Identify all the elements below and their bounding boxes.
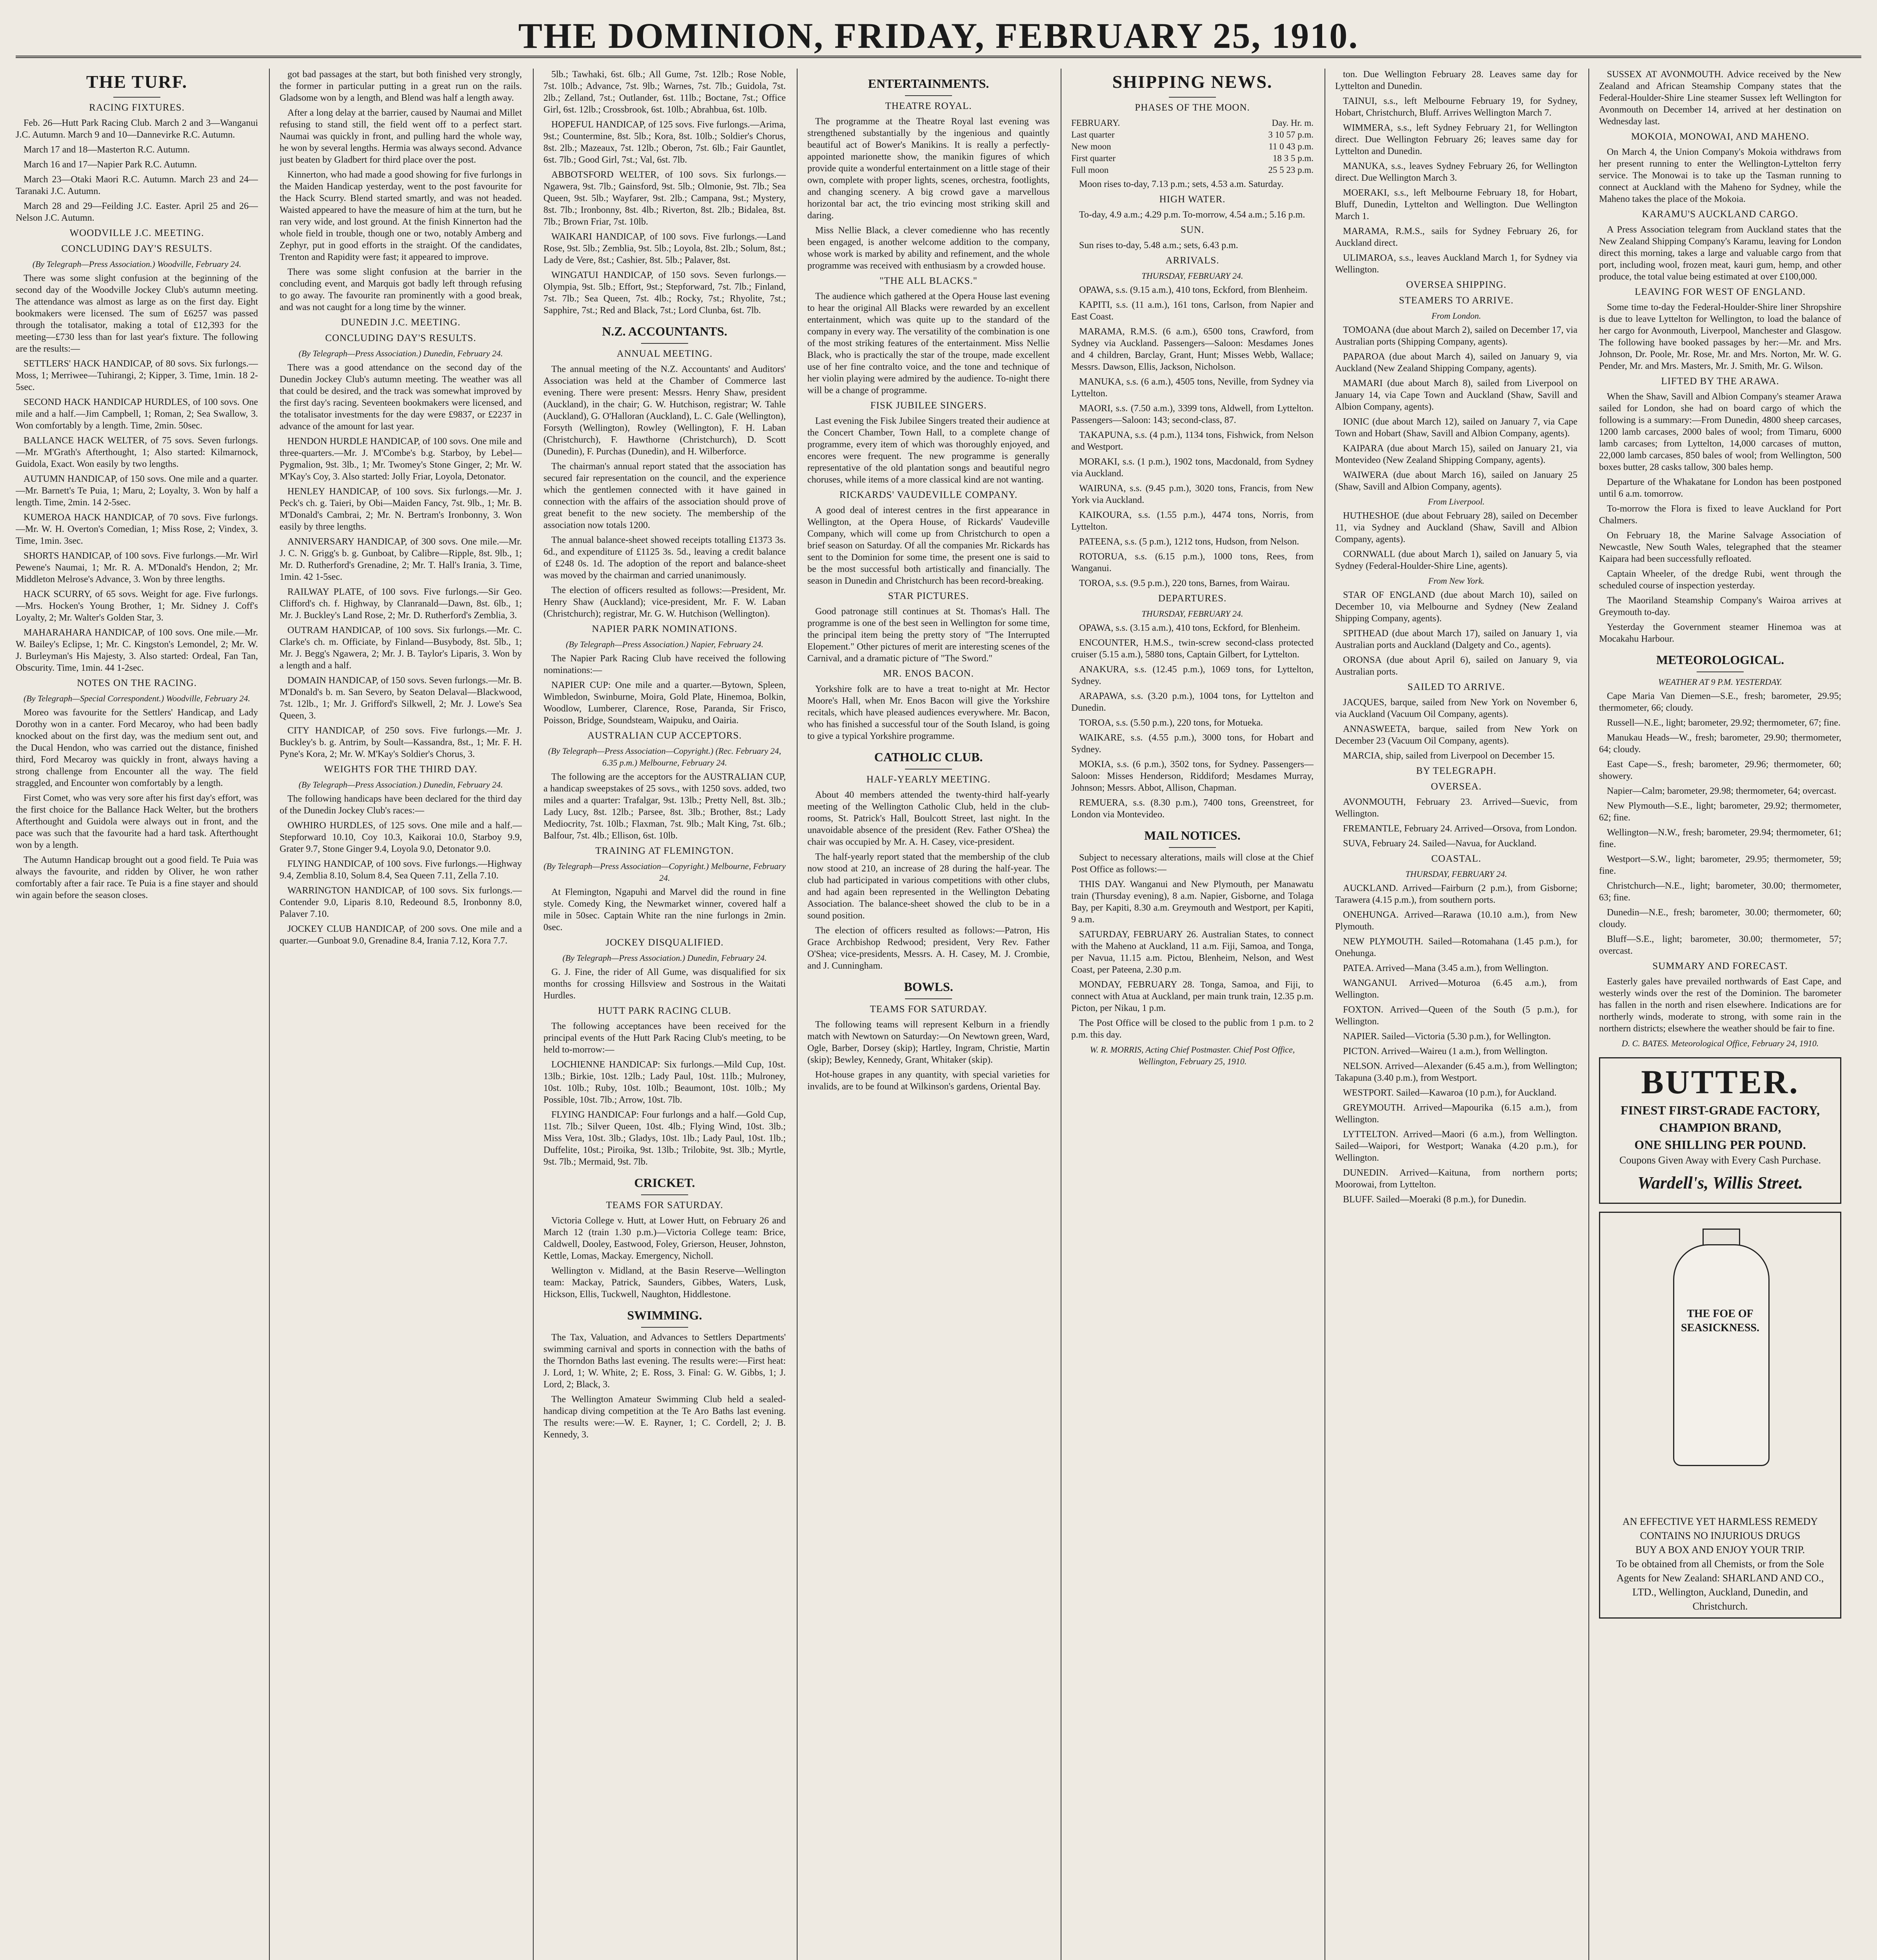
section-heading: CONCLUDING DAY'S RESULTS.	[325, 333, 476, 343]
section-heading: PHASES OF THE MOON.	[1135, 102, 1250, 113]
article-paragraph: THIS DAY. Wanganui and New Plymouth, per Manawatu train (Thursday evening), 8 a.m. Napier, Gisborne, and Tolaga Bay, per Kapiti, 8.30 a.m. Greymouth and Westport, per Kapiti, 9 a.m.	[1071, 879, 1314, 925]
article-paragraph: East Cape—S., fresh; barometer, 29.96; thermometer, 60; showery.	[1599, 759, 1841, 781]
moon-phase-time: 11 0 43 p.m.	[1268, 142, 1314, 151]
section-heading: DUNEDIN J.C. MEETING.	[341, 317, 461, 328]
moon-phase-label: Last quarter	[1071, 130, 1115, 140]
article-paragraph: MOERAKI, s.s., left Melbourne February 18, for Hobart, Bluff, Dunedin, Lyttelton and Wellington. Due Wellington March 1.	[1335, 188, 1577, 221]
article-paragraph: New Plymouth—S.E., light; barometer, 29.92; thermometer, 62; fine.	[1599, 801, 1841, 823]
article-paragraph: FREMANTLE, February 24. Arrived—Orsova, from London.	[1343, 824, 1577, 834]
section-heading: TEAMS FOR SATURDAY.	[870, 1004, 987, 1014]
article-paragraph: Sun rises to-day, 5.48 a.m.; sets, 6.43 p.m.	[1079, 240, 1238, 250]
article-paragraph: REMUERA, s.s. (8.30 p.m.), 7400 tons, Greenstreet, for London via Montevideo.	[1071, 798, 1314, 820]
butter-advertisement	[1599, 1057, 1841, 1204]
moon-phase-row	[1071, 164, 1314, 176]
article-paragraph: MORAKI, s.s. (1 p.m.), 1902 tons, Macdonald, from Sydney via Auckland.	[1071, 457, 1314, 479]
section-heading: ANNUAL MEETING.	[616, 348, 713, 359]
article-paragraph: KAPITI, s.s. (11 a.m.), 161 tons, Carlson, from Napier and East Coast.	[1071, 300, 1314, 322]
section-heading: SUMMARY AND FORECAST.	[1652, 961, 1788, 971]
moon-phase-time: 18 3 5 p.m.	[1272, 153, 1314, 163]
section-heading: LIFTED BY THE ARAWA.	[1661, 376, 1779, 387]
article-paragraph: Moon rises to-day, 7.13 p.m.; sets, 4.53 a.m. Saturday.	[1079, 179, 1284, 189]
article-paragraph: The chairman's annual report stated that the association has secured fair representation on the council, and the experience which the gentlemen connected with it have gained in connection with the affairs of the association should prove of great benefit to the new society. The membership of the association now totals 1200.	[543, 461, 786, 530]
column-rule	[533, 69, 534, 1960]
article-paragraph: PATEA. Arrived—Mana (3.45 a.m.), from Wellington.	[1343, 963, 1549, 973]
article-paragraph: Kinnerton, who had made a good showing for five furlongs in the Maiden Handicap yesterday, went to the post favourite for the Hack Scurry. Blend started smartly, and was not headed. Waisted appeared to have the measure of him at the turn, but he ran very wide, and lost ground. At the finish Kinnerton had the whole field in trouble, though one or two, notably Amberg and Zephyr, put in good efforts in the straight. Of the candidates, Trenton and Rapidity were fast; it appeared to improve.	[280, 170, 522, 262]
article-paragraph: OPAWA, s.s. (9.15 a.m.), 410 tons, Eckford, from Blenheim.	[1079, 285, 1308, 295]
article-paragraph: WARRINGTON HANDICAP, of 100 sovs. Six furlongs.—Contender 9.0, Liparis 8.10, Redeound 8.5, Ironbonny 8.0, Palaver 7.10.	[280, 886, 522, 919]
article-paragraph: ARAPAWA, s.s. (3.20 p.m.), 1004 tons, for Lyttelton and Dunedin.	[1071, 691, 1314, 713]
moon-phase-time: 3 10 57 p.m.	[1268, 130, 1314, 140]
article-paragraph: NEW PLYMOUTH. Sailed—Rotomahana (1.45 p.m.), for Onehunga.	[1335, 936, 1577, 958]
article-paragraph: SUSSEX AT AVONMOUTH. Advice received by the New Zealand and African Steamship Company states that the Federal-Houlder-Shire Line steamer Sussex left Wellington for Avonmouth on December 14, arrived at her destination on Wednesday last.	[1599, 69, 1841, 127]
dateline: (By Telegraph—Press Association—Copyright.) (Rec. February 24, 6.35 p.m.) Melbourne, February 24.	[548, 746, 781, 768]
article-paragraph: Some time to-day the Federal-Houlder-Shire liner Shropshire is due to leave Lyttelton for Wellington, to load the balance of her cargo for Avonmouth, Liverpool, Manchester and Glasgow. The following have booked passages by her:—Mr. and Mrs. Johnson, Dr. Poole, Mr. Rose, Mr. and Mrs. Norton, Mr. W. G. Pender, Mr. and Mrs. Masters, Mr. J. Smith, Mr. G. Wilson.	[1599, 302, 1841, 371]
article-paragraph: ANNASWEETA, barque, sailed from New York on December 23 (Vacuum Oil Company, agents).	[1335, 724, 1577, 746]
bottle-label: THE FOE OF SEASICKNESS.	[1681, 1308, 1759, 1334]
article-paragraph: Moreo was favourite for the Settlers' Handicap, and Lady Dorothy won in a canter. Ford Mecaroy, who had been badly knocked about on the first day, was the medium sent out, and the Ducal Hendon, who was carried out the distance, finished third, Ford Mecaroy was quickly in front, always having a strong challenge from Encounter all the way. The field straggled, and Encounter won comfortably by a length.	[16, 708, 258, 788]
section-heading: NOTES ON THE RACING.	[77, 678, 197, 688]
dateline: (By Telegraph—Press Association.) Dunedin, February 24.	[562, 953, 767, 963]
article-paragraph: First Comet, who was very sore after his first day's effort, was the first choice for the Ballance Hack Welter, but the brothers Afterthought and Guidola were always out in front, and the pace was such that the favourite had a hard task. Afterthought won by a length.	[16, 793, 258, 850]
article-paragraph: Russell—N.E., light; barometer, 29.92; thermometer, 67; fine.	[1607, 718, 1841, 728]
advert-store-name: Wardell's, Willis Street.	[1637, 1173, 1803, 1192]
article-paragraph: Napier—Calm; barometer, 29.98; thermometer, 64; overcast.	[1607, 786, 1837, 796]
section-heading: OVERSEA.	[1431, 781, 1482, 792]
article-paragraph: DUNEDIN. Arrived—Kaituna, from northern ports; Moorowai, from Lyttelton.	[1335, 1168, 1577, 1190]
article-paragraph: ENCOUNTER, H.M.S., twin-screw second-class protected cruiser (5.15 a.m.), 5880 tons, Captain Gilbert, for Lyttelton.	[1071, 638, 1314, 660]
article-paragraph: BALLANCE HACK WELTER, of 75 sovs. Seven furlongs.—Mr. M'Grath's Afterthought, 1; Also started: Kilmarnock, Guidola, Exact. Won easily by two lengths.	[16, 436, 258, 469]
column-6	[1335, 69, 1577, 1960]
article-paragraph: MAORI, s.s. (7.50 a.m.), 3399 tons, Aldwell, from Lyttelton. Passengers—Saloon: 143; second-class, 87.	[1071, 403, 1314, 425]
article-paragraph: Manukau Heads—W., fresh; barometer, 29.90; thermometer, 64; cloudy.	[1599, 733, 1841, 755]
heading-rule	[1169, 847, 1216, 848]
column-rule	[1588, 69, 1589, 1960]
section-heading: SHIPPING NEWS.	[1112, 72, 1273, 92]
article-paragraph: The following are the acceptors for the AUSTRALIAN CUP, a handicap sweepstakes of 25 sovs., with 1250 sovs. added, two miles and a quarter: Trafalgar, 9st. 13lb.; Pretty Nell, 8st. 3lb.; Lady Lucy, 8st. 12lb.; Parsee, 8st. 3lb.; Brother, 8st.; Lady Mediocrity, 7st. 10lb.; Flaxman, 7st. 9lb.; Malt King, 7st. 6lb.; Balfour, 7st. 4lb.; Ellison, 6st. 10lb.	[543, 772, 786, 841]
article-paragraph: The annual balance-sheet showed receipts totalling £1373 3s. 6d., and expenditure of £1125 3s. 5d., leaving a credit balance of £248 0s. 1d. The adoption of the report and balance-sheet was moved by the chairman and carried unanimously.	[543, 535, 786, 581]
article-paragraph: On March 4, the Union Company's Mokoia withdraws from her present running to enter the Wellington-Lyttelton ferry service. The Monowai is to take up the Tasman running to connect at Auckland with the Maheno for Sydney, while the Maheno takes the place of the Mokoia.	[1599, 147, 1841, 204]
article-paragraph: AUCKLAND. Arrived—Fairburn (2 p.m.), from Gisborne; Tarawera (4.15 p.m.), from southern ports.	[1335, 883, 1577, 905]
section-heading: HUTT PARK RACING CLUB.	[598, 1005, 732, 1016]
advert-line: FINEST FIRST-GRADE FACTORY,	[1621, 1103, 1820, 1117]
article-paragraph: AUTUMN HANDICAP, of 150 sovs. One mile and a quarter.—Mr. Barnett's Te Puia, 1; Maru, 2; Loyalty, 3. Won by half a length. Time, 2min. 14 2-5sec.	[16, 474, 258, 508]
article-paragraph: RAILWAY PLATE, of 100 sovs. Five furlongs.—Sir Geo. Clifford's ch. f. Highway, by Clanranald—Dawn, 8st. 6lb., 1; Mr. J. Buckley's Land Rose, 2; Mr. D. Rutherford's Zemblia, 3.	[280, 587, 522, 621]
moon-phase-row	[1071, 152, 1314, 164]
article-paragraph: MONDAY, FEBRUARY 28. Tonga, Samoa, and Fiji, to connect with Atua at Auckland, per main trunk train, 12.35 p.m. Picton, per Nikau, 1 p.m.	[1071, 980, 1314, 1013]
section-heading: TEAMS FOR SATURDAY.	[606, 1200, 723, 1210]
article-paragraph: KUMEROA HACK HANDICAP, of 70 sovs. Five furlongs.—Mr. W. H. Overton's Comedian, 1; Miss Rose, 2; Vindex, 3. Time, 1min. 3sec.	[16, 512, 258, 546]
advert-line: ONE SHILLING PER POUND.	[1634, 1138, 1806, 1152]
article-paragraph: JACQUES, barque, sailed from New York on November 6, via Auckland (Vacuum Oil Company, agents).	[1335, 697, 1577, 719]
article-paragraph: Feb. 26—Hutt Park Racing Club. March 2 and 3—Wanganui J.C. Autumn. March 9 and 10—Dannevirke R.C. Autumn.	[16, 118, 258, 140]
article-paragraph: March 17 and 18—Masterton R.C. Autumn.	[24, 145, 190, 155]
section-heading: CONCLUDING DAY'S RESULTS.	[61, 243, 213, 254]
article-paragraph: The Wellington Amateur Swimming Club held a sealed-handicap diving competition at the Te Aro Baths last evening. The results were:—W. E. Rayner, 1; C. Cordell, 2; J. B. Kennedy, 3.	[543, 1394, 786, 1440]
dateline: THURSDAY, FEBRUARY 24.	[1141, 271, 1243, 281]
article-paragraph: AVONMOUTH, February 23. Arrived—Suevic, from Wellington.	[1335, 797, 1577, 819]
article-paragraph: BLUFF. Sailed—Moeraki (8 p.m.), for Dunedin.	[1343, 1194, 1526, 1205]
article-paragraph: After a long delay at the barrier, caused by Naumai and Millet refusing to stand still, the field went off to a perfect start. Naumai was quickly in front, and pulling hard the whole way, he won by several lengths. Hermia was always second. Advance just beaten by Gladbert for third place over the post.	[280, 108, 522, 165]
article-paragraph: FOXTON. Arrived—Queen of the South (5 p.m.), for Wellington.	[1335, 1005, 1577, 1027]
article-paragraph: WINGATUI HANDICAP, of 150 sovs. Seven furlongs.—Olympia, 9st. 5lb.; Effort, 9st.; Stepforward, 7st. 7lb.; Finland, 7st. 7lb.; Sea Queen, 7st. 4lb.; Rocky, 7st.; Rhyolite, 7st.; Sapphire, 7st.; Red and Black, 7st.; Lord Clunba, 6st. 7lb.	[543, 270, 786, 316]
section-heading: NAPIER PARK NOMINATIONS.	[592, 624, 738, 634]
article-paragraph: MAHARAHARA HANDICAP, of 100 sovs. One mile.—Mr. W. Bailey's Eclipse, 1; Mr. C. Kingston's Lemondel, 2; Mr. W. J. Burleyman's His Majesty, 3. Also started: Ordeal, Fan Tan, Obscurity. Time, 1min. 44 1-2sec.	[16, 628, 258, 673]
article-paragraph: On February 18, the Marine Salvage Association of Newcastle, New South Wales, telegraphed that the steamer Kaipara had been successfully refloated.	[1599, 530, 1841, 564]
section-heading: RICKARDS' VAUDEVILLE COMPANY.	[839, 490, 1018, 500]
dateline: From New York.	[1428, 576, 1485, 586]
article-paragraph: March 28 and 29—Feilding J.C. Easter. April 25 and 26—Nelson J.C. Autumn.	[16, 201, 258, 223]
article-paragraph: OWHIRO HURDLES, of 125 sovs. One mile and a half.—Stepforward 10.10, Coy 10.3, Kaikorai 10.0, Starboy 9.9, Grater 9.7, Stone Ginger 9.4, Loyola 9.0, Detonator 9.0.	[280, 820, 522, 854]
masthead	[16, 7, 1861, 58]
article-paragraph: G. J. Fine, the rider of All Gume, was disqualified for six months for crossing Hillsview and Sostrous in the Waitati Hurdles.	[543, 967, 786, 1001]
article-paragraph: 5lb.; Tawhaki, 6st. 6lb.; All Gume, 7st. 12lb.; Rose Noble, 7st. 10lb.; Advance, 7st. 9lb.; Warnes, 7st. 7lb.; Guidola, 7st. 2lb.; Zelland, 7st.; Outlander, 6st. 11lb.; Boctane, 7st.; Office Girl, 6st. 12lb.; Crossbrook, 6st. 10lb.; Abrahbua, 6st. 10lb.	[543, 69, 786, 115]
dateline: THURSDAY, FEBRUARY 24.	[1405, 869, 1507, 879]
column-5	[1071, 69, 1314, 1960]
article-paragraph: FLYING HANDICAP: Four furlongs and a half.—Gold Cup, 11st. 7lb.; Silver Queen, 10st. 4lb.; Flying Wind, 10st. 3lb.; Miss Vera, 10st. 3lb.; Gladys, 10st. 1lb.; Lady Paul, 10st. 1lb.; Duffelite, 10st.; Piroika, 9st. 13lb.; Trilobite, 9st. 3lb.; Myrtle, 9st. 7lb.; Mermaid, 9st. 7lb.	[543, 1110, 786, 1167]
section-heading: THEATRE ROYAL.	[885, 101, 972, 111]
dateline: (By Telegraph—Press Association.) Napier, February 24.	[566, 639, 763, 649]
article-paragraph: ROTORUA, s.s. (6.15 p.m.), 1000 tons, Rees, from Wanganui.	[1071, 552, 1314, 573]
article-paragraph: IONIC (due about March 12), sailed on January 7, via Cape Town and Hobart (Shaw, Savill and Albion Company, agents).	[1335, 417, 1577, 439]
heading-rule	[641, 1327, 688, 1328]
moon-phase-label: Full moon	[1071, 165, 1109, 175]
section-heading: DEPARTURES.	[1158, 593, 1227, 604]
article-paragraph: SPITHEAD (due about March 17), sailed on January 1, via Australian ports and Auckland (Dalgety and Co., agents).	[1335, 628, 1577, 650]
article-paragraph: SATURDAY, FEBRUARY 26. Australian States, to connect with the Maheno at Auckland, 11 a.m. Fiji, Samoa, and Tonga, per Navua, 11.15 a.m. Pictou, Blenheim, Nelson, and West Coast, per Pateena, 2.30 p.m.	[1071, 929, 1314, 975]
article-paragraph: STAR OF ENGLAND (due about March 10), sailed on December 10, via Melbourne and Sydney (New Zealand Shipping Company, agents).	[1335, 590, 1577, 624]
article-paragraph: PICTON. Arrived—Waireu (1 a.m.), from Wellington.	[1343, 1046, 1548, 1056]
article-paragraph: KAIPARA (due about March 15), sailed on January 21, via Montevideo (New Zealand Shipping Company, agents).	[1335, 443, 1577, 465]
dateline: D. C. BATES. Meteorological Office, February 24, 1910.	[1621, 1038, 1819, 1048]
article-paragraph: WESTPORT. Sailed—Kawaroa (10 p.m.), for Auckland.	[1343, 1088, 1557, 1098]
section-heading: N.Z. ACCOUNTANTS.	[602, 324, 727, 338]
section-heading: AUSTRALIAN CUP ACCEPTORS.	[587, 730, 742, 741]
article-paragraph: ULIMAROA, s.s., leaves Auckland March 1, for Sydney via Wellington.	[1335, 253, 1577, 275]
section-heading: FISK JUBILEE SINGERS.	[870, 400, 987, 411]
bottle-body-shape	[1673, 1244, 1770, 1466]
article-paragraph: TOROA, s.s. (9.5 p.m.), 220 tons, Barnes, from Wairau.	[1079, 578, 1290, 588]
article-paragraph: WAIKARE, s.s. (4.55 p.m.), 3000 tons, for Hobart and Sydney.	[1071, 733, 1314, 755]
section-heading: KARAMU'S AUCKLAND CARGO.	[1642, 209, 1799, 220]
dateline: (By Telegraph—Press Association.) Dunedin, February 24.	[298, 348, 503, 358]
article-paragraph: Yesterday the Government steamer Hinemoa was at Mocakahu Harbour.	[1599, 622, 1841, 644]
article-paragraph: TAINUI, s.s., left Melbourne February 19, for Sydney, Hobart, Christchurch, Bluff. Arrives Wellington March 7.	[1335, 96, 1577, 118]
section-heading: "THE ALL BLACKS."	[879, 276, 978, 286]
article-paragraph: Departure of the Whakatane for London has been postponed until 6 a.m. tomorrow.	[1599, 477, 1841, 499]
article-paragraph: The programme at the Theatre Royal last evening was strengthened substantially by the ingenious and quaintly beautiful act of Bower's Manikins. It is really a perfectly-appointed marionette show, the manikin figures of which provide quite a wonderful entertainment on a little stage of their own, complete with proper lights, scenes, orchestra, footlights, and changing scenery. A big crowd gave a marvellous horizontal bar act, the trio evincing most striking skill and daring.	[807, 116, 1050, 221]
moon-phase-label: New moon	[1071, 142, 1111, 151]
dateline: THURSDAY, FEBRUARY 24.	[1141, 609, 1243, 619]
article-paragraph: JOCKEY CLUB HANDICAP, of 200 sovs. One mile and a quarter.—Gunboat 9.0, Grenadine 8.4, Irania 7.12, Kora 7.7.	[280, 924, 522, 946]
article-paragraph: got bad passages at the start, but both finished very strongly, the former in particular putting in a great run on the rails. Gladsome won by a length, and Blend was half a length away.	[280, 69, 522, 103]
article-paragraph: MANUKA, s.s., leaves Sydney February 26, for Wellington direct. Due Wellington March 3.	[1335, 161, 1577, 183]
article-paragraph: WAIWERA (due about March 16), sailed on January 25 (Shaw, Savill and Albion Company, agents).	[1335, 470, 1577, 492]
section-heading: OVERSEA SHIPPING.	[1406, 279, 1506, 290]
moon-phase-label: First quarter	[1071, 153, 1116, 163]
article-paragraph: MANUKA, s.s. (6 a.m.), 4505 tons, Neville, from Sydney via Lyttelton.	[1071, 377, 1314, 399]
section-heading: WEIGHTS FOR THE THIRD DAY.	[324, 764, 478, 775]
section-heading: THE TURF.	[86, 72, 188, 92]
moon-phase-row	[1071, 129, 1314, 141]
article-paragraph: MAMARI (due about March 8), sailed from Liverpool on January 14, via Cape Town and Auckland (Shaw, Savill and Albion Company, agents).	[1335, 378, 1577, 412]
column-3	[543, 69, 786, 1960]
article-paragraph: GREYMOUTH. Arrived—Mapourika (6.15 a.m.), from Wellington.	[1335, 1103, 1577, 1125]
dateline: WEATHER AT 9 P.M. YESTERDAY.	[1658, 677, 1782, 687]
article-paragraph: Christchurch—N.E., light; barometer, 30.00; thermometer, 63; fine.	[1599, 881, 1841, 903]
section-heading: SWIMMING.	[627, 1308, 702, 1322]
section-heading: ENTERTAINMENTS.	[868, 76, 989, 91]
article-paragraph: SUVA, February 24. Sailed—Navua, for Auckland.	[1343, 838, 1537, 849]
article-paragraph: FLYING HANDICAP, of 100 sovs. Five furlongs.—Highway 9.4, Zemblia 8.10, Solum 8.4, Sea Queen 7.11, Zella 7.10.	[280, 859, 522, 881]
article-paragraph: Subject to necessary alterations, mails will close at the Chief Post Office as follows:—	[1071, 853, 1314, 875]
article-paragraph: The Maoriland Steamship Company's Wairoa arrives at Greymouth to-day.	[1599, 595, 1841, 617]
heading-rule	[641, 1194, 688, 1195]
advert-line: BUY A BOX AND ENJOY YOUR TRIP.	[1635, 1544, 1805, 1555]
article-paragraph: The following acceptances have been received for the principal events of the Hutt Park Racing Club's meeting, to be held to-morrow:—	[543, 1021, 786, 1055]
remedy-bottle-illustration	[1618, 1229, 1822, 1511]
article-paragraph: Hot-house grapes in any quantity, with special varieties for invalids, are to be found at Wilkinson's gardens, Oriental Bay.	[807, 1070, 1050, 1092]
dateline: (By Telegraph—Press Association.) Woodville, February 24.	[32, 259, 242, 269]
article-paragraph: Cape Maria Van Diemen—S.E., fresh; barometer, 29.95; thermometer, 66; cloudy.	[1599, 691, 1841, 713]
article-paragraph: Wellington—N.W., fresh; barometer, 29.94; thermometer, 61; fine.	[1599, 828, 1841, 849]
article-paragraph: SETTLERS' HACK HANDICAP, of 80 sovs. Six furlongs.—Moss, 1; Merriwee—Tuhirangi, 2; Kipper, 3. Time, 1min. 18 2-5sec.	[16, 359, 258, 392]
article-paragraph: ABBOTSFORD WELTER, of 100 sovs. Six furlongs.—Ngawera, 9st. 7lb.; Gainsford, 9st. 5lb.; Olmonie, 9st. 7lb.; Sea Queen, 9st. 5lb.; Wayfarer, 9st. 2lb.; Campana, 9st.; Mystery, 8st. 7lb.; Ironbonny, 8st. 4lb.; Riverton, 8st. 2lb.; Bidalea, 8st. 7lb.; Brown Friar, 7st. 10lb.	[543, 170, 786, 227]
article-paragraph: The election of officers resulted as follows:—Patron, His Grace Archbishop Redwood; president, Very Rev. Father O'Shea; vice-presidents, Messrs. A. H. Casey, M. J. Crombie, and J. Cunningham.	[807, 926, 1050, 971]
article-paragraph: WANGANUI. Arrived—Moturoa (6.45 a.m.), from Wellington.	[1335, 978, 1577, 1000]
article-paragraph: HUTHESHOE (due about February 28), sailed on December 11, via Sydney and Auckland (Shaw, Savill and Albion Company, agents).	[1335, 511, 1577, 544]
article-paragraph: The annual meeting of the N.Z. Accountants' and Auditors' Association was held at the Chamber of Commerce last evening. There were present: Messrs. Henry Shaw, president (Auckland), in the chair; G. W. Hutchison, registrar; W. Tahle (Auckland), G. O'Halloran (Auckland), L. C. Gale (Wellington), Forsyth (Wellington), Rowley (Wellington), F. H. Laban (Christchurch), F. Hawthorne (Christchurch), D. Scott (Dunedin), F. Purchas (Dunedin), and H. Wilberforce.	[543, 364, 786, 457]
article-paragraph: The Napier Park Racing Club have received the following nominations:—	[543, 653, 786, 675]
article-paragraph: Good patronage still continues at St. Thomas's Hall. The programme is one of the best seen in Wellington for some time, the principal item being the pretty story of "The Interrupted Elopement." Other pictures of merit are interesting scenes of the Carnival, and a dramatic picture of "The Sword."	[807, 606, 1050, 664]
dateline: (By Telegraph—Press Association—Copyright.) Melbourne, February 24.	[543, 861, 786, 883]
article-paragraph: Easterly gales have prevailed northwards of East Cape, and westerly winds over the rest of the Dominion. The barometer has fallen in the north and risen elsewhere. Indications are for northerly winds, moderate to strong, with some rain in the northern districts; elsewhere the weather should be fair to fine.	[1599, 976, 1841, 1034]
article-paragraph: The following handicaps have been declared for the third day of the Dunedin Jockey Club's races:—	[280, 794, 522, 816]
article-paragraph: There was a good attendance on the second day of the Dunedin Jockey Club's autumn meeting. The weather was all that could be desired, and the track was somewhat improved by the first day's racing. Seventeen bookmakers were licensed, and the totalisator investments for the day were £9837, or £2237 in advance of the amount for last year.	[280, 363, 522, 432]
article-paragraph: SECOND HACK HANDICAP HURDLES, of 100 sovs. One mile and a half.—Jim Campbell, 1; Roman, 2; Sea Swallow, 3. Won comfortably by a length. Time, 2min. 50sec.	[16, 397, 258, 431]
article-paragraph: The Autumn Handicap brought out a good field. Te Puia was always the favourite, and ridden by Oliver, he won rather comfortably after a fair race. Te Puia is a fine stayer and should win again before the season closes.	[16, 855, 258, 900]
masthead-title: THE DOMINION, FRIDAY, FEBRUARY 25, 1910.	[518, 16, 1359, 56]
article-paragraph: TAKAPUNA, s.s. (4 p.m.), 1134 tons, Fishwick, from Nelson and Westport.	[1071, 430, 1314, 452]
seasickness-advertisement	[1599, 1212, 1841, 1619]
article-paragraph: About 40 members attended the twenty-third half-yearly meeting of the Wellington Catholic Club, held in the club-rooms, St. Patrick's Hall, Boulcott Street, last night. In the unavoidable absence of the president (Rev. Father O'Shea) the chair was occupied by Mr. A. H. Casey, vice-president.	[807, 790, 1050, 847]
article-paragraph: TOMOANA (due about March 2), sailed on December 17, via Australian ports (Shipping Company, agents).	[1335, 325, 1577, 347]
section-heading: CRICKET.	[634, 1176, 695, 1190]
article-paragraph: A good deal of interest centres in the first appearance in Wellington, at the Opera House, of Rickards' Vaudeville Company, which will come up from Christchurch to open a brief season on Saturday. Of all the companies Mr. Rickards has sent to the Dominion for some time, the present one is said to be the most successful both artistically and financially. The season in Dunedin and Christchurch has been record-breaking.	[807, 505, 1050, 586]
column-7	[1599, 69, 1841, 1960]
article-paragraph: Last evening the Fisk Jubilee Singers treated their audience at the Concert Chamber, Town Hall, to a complete change of programme, every item of which was thoroughly enjoyed, and encores were frequent. The new programme is generally representative of the old plantation songs and beautiful negro choruses, while items of a more classical kind are not wanting.	[807, 416, 1050, 485]
dateline: From Liverpool.	[1428, 497, 1485, 506]
article-paragraph: HOPEFUL HANDICAP, of 125 sovs. Five furlongs.—Arima, 9st.; Countermine, 8st. 5lb.; Kora, 8st. 10lb.; Soldier's Chorus, 8st. 2lb.; Mazeaux, 7st. 12lb.; Oberon, 7st. 6lb.; Fair Gauntlet, 6st. 7lb.; Good Girl, 7st.; Val, 6st. 7lb.	[543, 120, 786, 165]
article-paragraph: MARAMA, R.M.S. (6 a.m.), 6500 tons, Crawford, from Sydney via Auckland. Passengers—Saloon: Mesdames Jones and 4 children, Barclay, Grant, Hunt; Misses Webb, Wallace; Messrs. Dawson, Ellis, Jackson, Nicholson.	[1071, 327, 1314, 372]
article-paragraph: OUTRAM HANDICAP, of 100 sovs. Six furlongs.—Mr. C. Clarke's ch. m. Officiate, by Finland—Busybody, 8st. 5lb., 1; Mr. J. Begg's Ngawera, 2; Mr. J. B. Taylor's Liparis, 3. Won by a length and a half.	[280, 625, 522, 671]
article-paragraph: ORONSA (due about April 6), sailed on January 9, via Australian ports.	[1335, 655, 1577, 677]
moon-phase-label: FEBRUARY.	[1071, 118, 1120, 128]
article-paragraph: The Post Office will be closed to the public from 1 p.m. to 2 p.m. this day.	[1071, 1018, 1314, 1040]
article-paragraph: The election of officers resulted as follows:—President, Mr. Henry Shaw (Auckland); vice-president, Mr. F. W. Laban (Christchurch); registrar, Mr. G. W. Hutchison (Wellington).	[543, 585, 786, 619]
article-paragraph: The following teams will represent Kelburn in a friendly match with Newtown on Saturday:—On Newtown green, Ward, Ogle, Barber, Dorsey (skip); Hartley, Ingram, Christie, Martin (skip); Bewley, Kennedy, Grant, Whitaker (skip).	[807, 1020, 1050, 1065]
masthead-rule	[16, 56, 1861, 58]
section-heading: STEAMERS TO ARRIVE.	[1399, 295, 1514, 306]
moon-phase-row	[1071, 117, 1314, 129]
dateline: (By Telegraph—Press Association.) Dunedin, February 24.	[298, 780, 503, 789]
heading-rule	[905, 95, 952, 96]
column-rule	[269, 69, 270, 1960]
article-paragraph: NAPIER CUP: One mile and a quarter.—Bytown, Spleen, Wimbledon, Swinburne, Moira, Gold Plate, Hinemoa, Bolkin, Woodlow, Lumberer, Clarence, Rose, Paranda, Sir Frisco, Poisson, Bridge, Soundsteam, Waipuku, and Oairia.	[543, 680, 786, 726]
article-paragraph: To-morrow the Flora is fixed to leave Auckland for Port Chalmers.	[1599, 504, 1841, 526]
article-paragraph: SHORTS HANDICAP, of 100 sovs. Five furlongs.—Mr. Wirl Pewene's Naumai, 1; Mr. R. A. M'Donald's Hendon, 2; Mr. Middleton Melrose's Advance, 3. Won by three lengths.	[16, 551, 258, 584]
section-heading: BY TELEGRAPH.	[1416, 766, 1497, 776]
article-paragraph: CORNWALL (due about March 1), sailed on January 5, via Sydney (Federal-Houlder-Shire Line, agents).	[1335, 549, 1577, 571]
article-paragraph: The audience which gathered at the Opera House last evening to hear the original All Blacks were rewarded by an excellent entertainment, which was quite up to the standard of the company in every way. The versatility of the combination is one of the most striking features of the entertainment. Miss Nellie Black, who is practically the star of the troupe, made excellent use of her fine contralto voice, and the tone and technique of her violin playing were admired by the audience. To-night there will be a change of programme.	[807, 291, 1050, 396]
article-paragraph: CITY HANDICAP, of 250 sovs. Five furlongs.—Mr. J. Buckley's b. g. Antrim, by Soult—Kassandra, 8st., 1; Mr. F. H. Pyne's Kora, 2; Mr. W. M'Kay's Soldier's Chorus, 3.	[280, 726, 522, 759]
article-paragraph: At Flemington, Ngapuhi and Marvel did the round in fine style. Comedy King, the Newmarket winner, covered half a mile in 50sec. Captain White ran the nine furlongs in 2min. 0sec.	[543, 887, 786, 933]
section-heading: HALF-YEARLY MEETING.	[866, 774, 991, 785]
article-paragraph: TOROA, s.s. (5.50 p.m.), 220 tons, for Motueka.	[1079, 718, 1263, 728]
dateline: (By Telegraph—Special Correspondent.) Woodville, February 24.	[23, 693, 251, 703]
section-heading: CATHOLIC CLUB.	[874, 750, 983, 764]
moon-phase-time: 25 5 23 p.m.	[1268, 165, 1314, 175]
article-paragraph: WAIRUNA, s.s. (9.45 p.m.), 3020 tons, Francis, from New York via Auckland.	[1071, 483, 1314, 505]
advert-note: Coupons Given Away with Every Cash Purchase.	[1619, 1154, 1821, 1166]
heading-rule	[905, 998, 952, 999]
section-heading: RACING FIXTURES.	[89, 102, 185, 113]
article-paragraph: There was some slight confusion at the barrier in the concluding event, and Marquis got badly left through refusing to go away. The favourite ran prominently with a good break, and was not caught for a long time by the winner.	[280, 267, 522, 312]
section-heading: METEOROLOGICAL.	[1656, 653, 1784, 667]
article-paragraph: LYTTELTON. Arrived—Maori (6 a.m.), from Wellington. Sailed—Waipori, for Westport; Wanaka (4.20 p.m.), for Wellington.	[1335, 1129, 1577, 1163]
article-paragraph: The half-yearly report stated that the membership of the club now stood at 210, an increase of 28 during the half-year. The club had participated in various competitions with other clubs, and had again been represented in the Wellington Debating Association. The balance-sheet showed the club to be in a sound position.	[807, 852, 1050, 921]
article-paragraph: Victoria College v. Hutt, at Lower Hutt, on February 26 and March 12 (train 1.30 p.m.)—Victoria College team: Brice, Caldwell, Dooley, Eastwood, Foley, Grierson, Heuser, Johnston, Kettle, Lomas, Mackay. Emergency, Nicholl.	[543, 1216, 786, 1261]
advert-line: CONTAINS NO INJURIOUS DRUGS	[1640, 1530, 1801, 1541]
article-paragraph: OPAWA, s.s. (3.15 a.m.), 410 tons, Eckford, for Blenheim.	[1079, 623, 1300, 633]
dateline: W. R. MORRIS, Acting Chief Postmaster. Chief Post Office, Wellington, February 25, 1910.	[1090, 1045, 1295, 1066]
article-paragraph: HENLEY HANDICAP, of 100 sovs. Six furlongs.—Mr. J. Peck's ch. g. Taieri, by Obi—Maiden Fancy, 7st. 9lb., 1; Mr. B. M'Donald's Cambrai, 2; Mr. N. Bertram's Ironbonny, 3. Won easily by three lengths.	[280, 486, 522, 532]
section-heading: STAR PICTURES.	[888, 591, 969, 601]
article-paragraph: Dunedin—N.E., fresh; barometer, 30.00; thermometer, 60; cloudy.	[1599, 907, 1841, 929]
heading-rule	[1169, 97, 1216, 98]
article-paragraph: MARAMA, R.M.S., sails for Sydney February 26, for Auckland direct.	[1335, 226, 1577, 248]
article-paragraph: March 23—Otaki Maori R.C. Autumn. March 23 and 24—Taranaki J.C. Autumn.	[16, 174, 258, 196]
article-paragraph: DOMAIN HANDICAP, of 150 sovs. Seven furlongs.—Mr. B. M'Donald's b. m. San Severo, by Seaton Delaval—Blackwood, 7st. 12lb., 1; Mr. J. Grifford's Silkwell, 2; Mr. J. Lowe's Sea Queen, 3.	[280, 675, 522, 721]
section-heading: LEAVING FOR WEST OF ENGLAND.	[1635, 287, 1806, 297]
article-paragraph: ANNIVERSARY HANDICAP, of 300 sovs. One mile.—Mr. J. C. N. Grigg's b. g. Gunboat, by Calibre—Ripple, 8st. 9lb., 1; Mr. D. Rutherford's Grenadine, 2; Mr. T. Hall's Irania, 3. Time, 1min. 42 1-5sec.	[280, 537, 522, 582]
heading-rule	[1697, 671, 1744, 672]
article-paragraph: NAPIER. Sailed—Victoria (5.30 p.m.), for Wellington.	[1343, 1031, 1551, 1042]
article-paragraph: When the Shaw, Savill and Albion Company's steamer Arawa sailed for London, she had on board cargo of which the following is a summary:—From Dunedin, 4800 sheep carcases, 1200 lamb carcases, 2000 bales of wool; from Timaru, 6000 lamb carcases; from Lyttelton, 14,000 carcases of mutton, 22,000 lamb carcases, 850 bales of wool; from Wellington, 500 boxes butter, 28 casks tallow, 300 bales hemp.	[1599, 392, 1841, 472]
section-heading: MOKOIA, MONOWAI, AND MAHENO.	[1631, 131, 1810, 142]
heading-rule	[641, 343, 688, 344]
advert-line: CHAMPION BRAND,	[1659, 1120, 1781, 1134]
column-4	[807, 69, 1050, 1960]
article-paragraph: HACK SCURRY, of 65 sovs. Weight for age. Five furlongs.—Mrs. Hocken's Young Brother, 1; Mr. Sidney J. Coff's Loyalty, 2; Mr. Walter's Golden Star, 3.	[16, 589, 258, 623]
article-paragraph: HENDON HURDLE HANDICAP, of 100 sovs. One mile and three-quarters.—Mr. J. M'Combe's b.g. Starboy, by Lebel—Pygmalion, 9st. 3lb., 1; Mr. Twomey's Stone Ginger, 2; Mr. W. M'Kay's Coy, 3. Also started: Jolly Friar, Loyola, Detonator.	[280, 436, 522, 482]
article-paragraph: ANAKURA, s.s. (12.45 p.m.), 1069 tons, for Lyttelton, Sydney.	[1071, 664, 1314, 686]
article-paragraph: WAIKARI HANDICAP, of 100 sovs. Five furlongs.—Land Rose, 9st. 5lb.; Zemblia, 9st. 5lb.; Loyola, 8st. 2lb.; Solum, 8st.; Lady de Vere, 8st.; Cashier, 8st. 5lb.; Palaver, 8st.	[543, 232, 786, 265]
article-paragraph: LOCHIENNE HANDICAP: Six furlongs.—Mild Cup, 10st. 13lb.; Birkie, 10st. 12lb.; Lady Paul, 10st. 11lb.; Mulroney, 10st. 10lb.; Ruby, 10st. 10lb.; Beaumont, 10st. 10lb.; My Possible, 10st. 7lb.; Arrow, 10st. 7lb.	[543, 1060, 786, 1105]
article-paragraph: ton. Due Wellington February 28. Leaves same day for Lyttelton and Dunedin.	[1335, 69, 1577, 91]
article-paragraph: ONEHUNGA. Arrived—Rarawa (10.10 a.m.), from New Plymouth.	[1335, 910, 1577, 932]
section-heading: MR. ENOS BACON.	[883, 668, 974, 679]
column-rule	[797, 69, 798, 1960]
article-paragraph: Yorkshire folk are to have a treat to-night at Mr. Hector Moore's Hall, when Mr. Enos Bacon will give the Yorkshire recitals, which have pleased audiences everywhere. Mr. Bacon, who has finished a successful tour of the South Island, is going to give a typical Yorkshire programme.	[807, 684, 1050, 741]
article-paragraph: WIMMERA, s.s., left Sydney February 21, for Wellington direct. Due Wellington February 26; leaves same day for Lyttelton and Dunedin.	[1335, 123, 1577, 156]
section-heading: JOCKEY DISQUALIFIED.	[605, 937, 724, 948]
column-1	[16, 69, 258, 1960]
section-heading: BOWLS.	[904, 980, 953, 994]
article-paragraph: Westport—S.W., light; barometer, 29.95; thermometer, 59; fine.	[1599, 854, 1841, 876]
article-paragraph: A Press Association telegram from Auckland states that the New Zealand Shipping Company's Karamu, leaving for London direct this morning, takes a large and valuable cargo from that port, including wool, frozen meat, kauri gum, hemp, and other produce, the total value being estimated at over £100,000.	[1599, 225, 1841, 282]
article-paragraph: Wellington v. Midland, at the Basin Reserve—Wellington team: Mackay, Patrick, Saunders, Gibbes, Waters, Lusk, Hickson, Ellis, Tuckwell, Naughton, Hiddlestone.	[543, 1266, 786, 1299]
article-paragraph: The Tax, Valuation, and Advances to Settlers Departments' swimming carnival and sports in connection with the baths of the Thorndon Baths last evening. The results were:—First heat: J. Lord, 1; W. White, 2; E. Ross, 3. Final: G. W. Gibbs, 1; J. Lord, 2; Black, 3.	[543, 1332, 786, 1390]
article-paragraph: PAPAROA (due about March 4), sailed on January 9, via Auckland (New Zealand Shipping Company, agents).	[1335, 352, 1577, 374]
advert-title: BUTTER.	[1641, 1063, 1799, 1101]
article-paragraph: Miss Nellie Black, a clever comedienne who has recently been engaged, is another welcome addition to the company, whose work is marked by ability and refinement, and the whole programme was received with enthusiasm by a crowded house.	[807, 225, 1050, 271]
article-paragraph: Bluff—S.E., light; barometer, 30.00; thermometer, 57; overcast.	[1599, 934, 1841, 956]
article-paragraph: MOKIA, s.s. (6 p.m.), 3502 tons, for Sydney. Passengers—Saloon: Misses Henderson, Riddiford; Mesdames Murray, Johnson; Messrs. Abbot, Allison, Chapman.	[1071, 759, 1314, 793]
section-heading: MAIL NOTICES.	[1144, 828, 1241, 842]
section-heading: WOODVILLE J.C. MEETING.	[69, 228, 204, 238]
article-paragraph: There was some slight confusion at the beginning of the second day of the Woodville Jockey Club's autumn meeting. The attendance was almost as large as on the first day. Eight bookmakers were licensed. The sum of £6257 was passed through the totalisator, making a total of £12,393 for the meeting—£730 less than for last year's fixture. The following are the results:—	[16, 273, 258, 354]
advert-note: To be obtained from all Chemists, or from the Sole Agents for New Zealand: SHARLAND AND CO., LTD., Wellington, Auckland, Dunedin, and Christchurch.	[1616, 1558, 1824, 1612]
advert-line: AN EFFECTIVE YET HARMLESS REMEDY	[1622, 1516, 1818, 1527]
article-paragraph: March 16 and 17—Napier Park R.C. Autumn.	[24, 160, 197, 170]
moon-phase-row	[1071, 141, 1314, 152]
moon-phase-table	[1071, 117, 1314, 176]
article-paragraph: Captain Wheeler, of the dredge Rubi, went through the scheduled course of inspection yesterday.	[1599, 569, 1841, 591]
section-heading: HIGH WATER.	[1159, 194, 1226, 205]
article-paragraph: NELSON. Arrived—Alexander (6.45 a.m.), from Wellington; Takapuna (3.40 p.m.), from Westport.	[1335, 1061, 1577, 1083]
dateline: From London.	[1431, 311, 1481, 321]
heading-rule	[113, 97, 160, 98]
article-paragraph: MARCIA, ship, sailed from Liverpool on December 15.	[1343, 751, 1555, 761]
section-heading: ARRIVALS.	[1165, 255, 1219, 266]
article-paragraph: To-day, 4.9 a.m.; 4.29 p.m. To-morrow, 4.54 a.m.; 5.16 p.m.	[1079, 210, 1305, 220]
section-heading: SAILED TO ARRIVE.	[1407, 682, 1505, 692]
section-heading: TRAINING AT FLEMINGTON.	[595, 846, 734, 856]
article-paragraph: KAIKOURA, s.s. (1.55 p.m.), 4474 tons, Norris, from Lyttelton.	[1071, 510, 1314, 532]
section-heading: SUN.	[1180, 225, 1205, 235]
moon-phase-time: Day. Hr. m.	[1272, 118, 1314, 128]
column-2	[280, 69, 522, 1960]
section-heading: COASTAL.	[1431, 853, 1481, 864]
article-paragraph: PATEENA, s.s. (5 p.m.), 1212 tons, Hudson, from Nelson.	[1079, 537, 1299, 547]
